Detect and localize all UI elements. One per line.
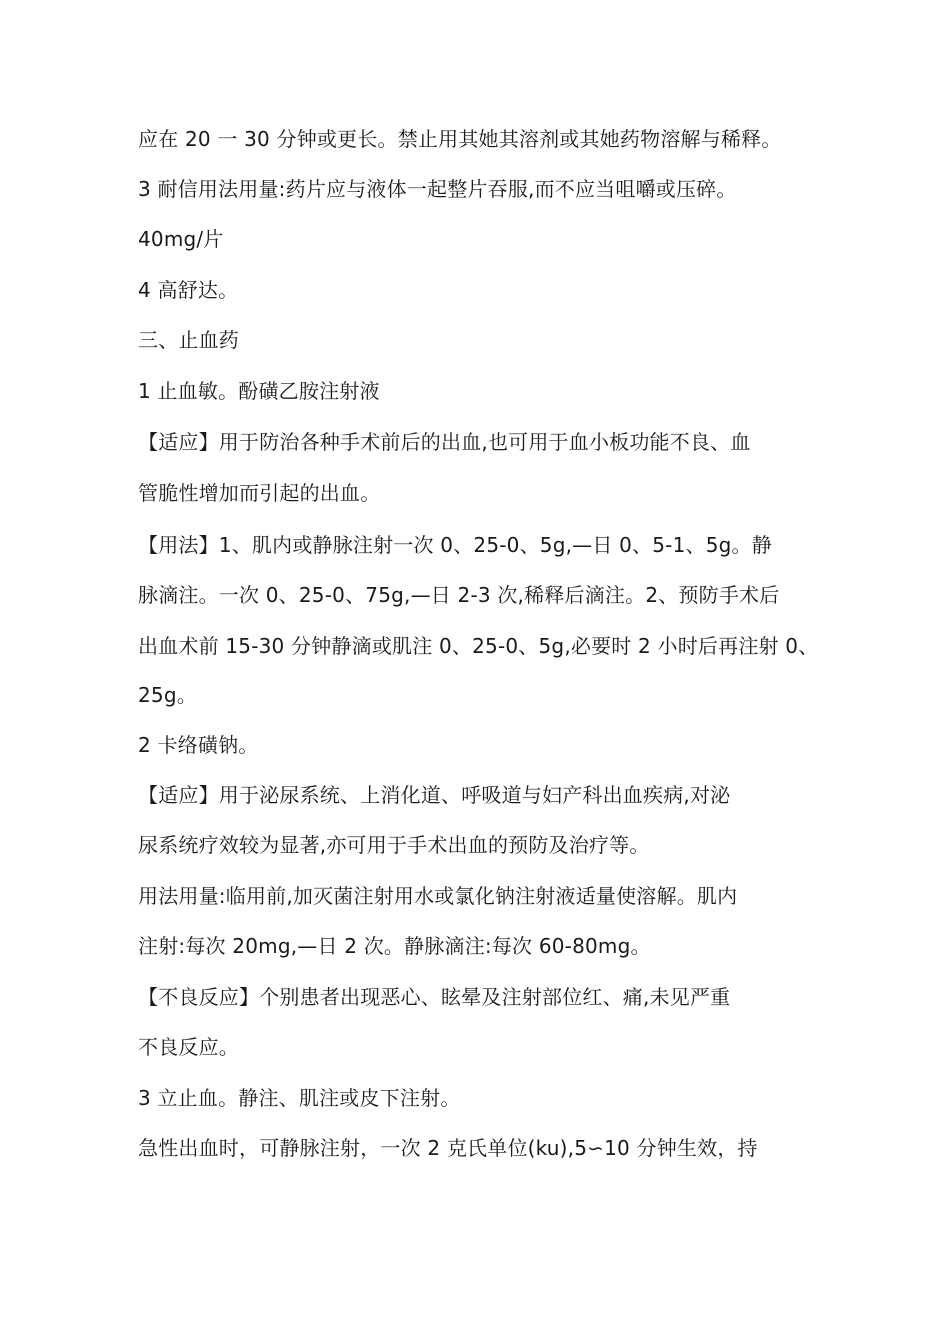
text-line: 注射:每次 20mg,—日 2 次。静脉滴注:每次 60-80mg。 bbox=[138, 934, 651, 958]
text-line: 【用法】1、肌内或静脉注射一次 0、25-0、5g,—日 0、5-1、5g。静 bbox=[138, 533, 772, 557]
text-line: 25g。 bbox=[138, 683, 197, 707]
section-heading: 三、止血药 bbox=[138, 328, 239, 352]
text-line: 尿系统疗效较为显著,亦可用于手术出血的预防及治疗等。 bbox=[138, 833, 650, 857]
text-line: 3 立止血。静注、肌注或皮下注射。 bbox=[138, 1086, 461, 1110]
text-line: 出血术前 15-30 分钟静滴或肌注 0、25-0、5g,必要时 2 小时后再注射 0、 bbox=[138, 634, 819, 658]
text-line: 4 高舒达。 bbox=[138, 278, 239, 302]
text-line: 急性出血时，可静脉注射，一次 2 克氏单位(ku),5∽10 分钟生效，持 bbox=[138, 1136, 758, 1160]
text-line: 脉滴注。一次 0、25-0、75g,—日 2-3 次,稀释后滴注。2、预防手术后 bbox=[138, 583, 780, 607]
text-line: 40mg/片 bbox=[138, 227, 224, 251]
text-line: 3 耐信用法用量:药片应与液体一起整片吞服,而不应当咀嚼或压碎。 bbox=[138, 177, 737, 201]
text-line: 1 止血敏。酚磺乙胺注射液 bbox=[138, 379, 380, 403]
text-line: 【适应】用于防治各种手术前后的出血,也可用于血小板功能不良、血 bbox=[138, 430, 751, 454]
text-line: 管脆性增加而引起的出血。 bbox=[138, 481, 381, 505]
text-line: 【适应】用于泌尿系统、上消化道、呼吸道与妇产科出血疾病,对泌 bbox=[138, 783, 731, 807]
text-line: 【不良反应】个别患者出现恶心、眩晕及注射部位红、痛,未见严重 bbox=[138, 985, 731, 1009]
text-line: 用法用量:临用前,加灭菌注射用水或氯化钠注射液适量使溶解。肌内 bbox=[138, 884, 738, 908]
text-line: 2 卡络磺钠。 bbox=[138, 733, 259, 757]
text-line: 不良反应。 bbox=[138, 1035, 239, 1059]
text-line: 应在 20 一 30 分钟或更长。禁止用其她其溶剂或其她药物溶解与稀释。 bbox=[138, 127, 782, 151]
